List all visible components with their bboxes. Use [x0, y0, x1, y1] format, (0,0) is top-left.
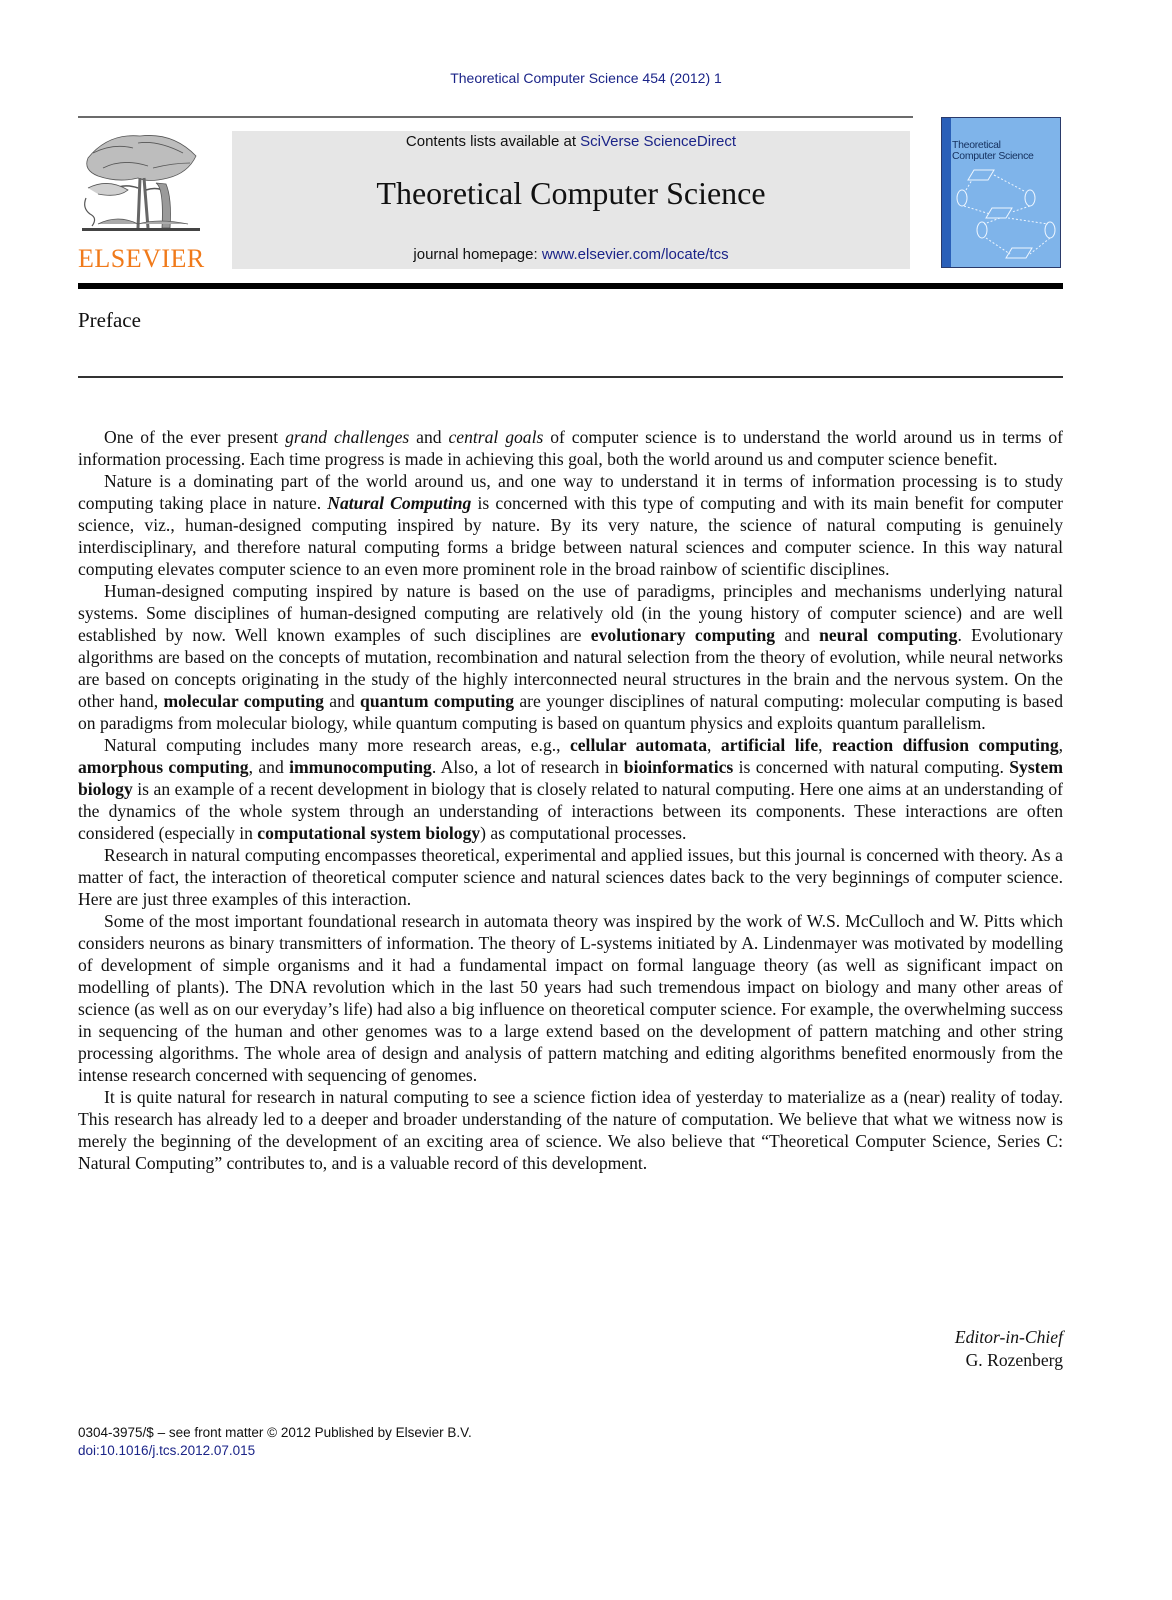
emphasized-term: bioinformatics — [623, 757, 734, 777]
signature-block — [955, 1326, 1063, 1372]
emphasized-term: reaction diffusion computing — [831, 735, 1059, 755]
text-run: and — [323, 691, 361, 711]
signature-role: Editor-in-Chief — [954, 1327, 1063, 1347]
elsevier-wordmark: ELSEVIER — [78, 244, 205, 273]
text-run: , — [818, 735, 832, 755]
journal-homepage-link[interactable]: www.elsevier.com/locate/tcs — [541, 246, 729, 263]
body-paragraph — [78, 844, 1063, 910]
cover-title — [952, 140, 1034, 162]
emphasized-term: Natural Computing — [327, 493, 472, 513]
homepage-prefix: journal homepage: — [413, 246, 542, 263]
homepage-line — [232, 246, 910, 263]
text-run: Natural computing includes many more research areas, e.g., — [104, 735, 570, 755]
text-run: One of the ever present — [104, 427, 286, 447]
body-paragraph — [78, 470, 1063, 580]
text-run: ) as computational processes. — [480, 823, 687, 843]
contents-line — [232, 131, 910, 153]
text-run: and — [775, 625, 820, 645]
text-run: Nature is a dominating part of the world around us, and one way to understand it in terms of information processing is to study computing taking place in nature. — [78, 471, 1063, 513]
text-run: Research in natural computing encompasses theoretical, experimental and applied issues, but this journal is concerned with theory. As a matter of fact, the interaction of theoretical computer science and natural sciences dates back to the very beginnings of computer science. Here are just three examples of this interaction. — [78, 845, 1063, 909]
emphasized-term: System biology — [78, 757, 1063, 799]
journal-cover-thumbnail[interactable] — [941, 117, 1061, 268]
emphasized-term: quantum computing — [360, 691, 514, 711]
text-run: , — [1058, 735, 1064, 755]
contents-prefix: Contents lists available at — [405, 133, 581, 150]
cover-spine — [942, 118, 951, 267]
text-run: . Also, a lot of research in — [431, 757, 624, 777]
sciencedirect-link[interactable]: SciVerse ScienceDirect — [580, 133, 737, 150]
publisher-logo[interactable] — [78, 128, 206, 273]
text-run: Human-designed computing inspired by nature is based on the use of paradigms, principles and mechanisms underlying natural systems. Some disciplines of human-designed computing are relatively old (in the young history of computer science) and are well established by now. Well known examples of such disciplines are — [78, 581, 1063, 645]
emphasized-term: artificial life — [720, 735, 819, 755]
signature-name: G. Rozenberg — [965, 1350, 1063, 1370]
text-run: are younger disciplines of natural computing: molecular computing is based on paradigms from molecular biology, while quantum computing is based on quantum physics and exploits quantum parallelism. — [78, 691, 1063, 733]
emphasized-term: central goals — [448, 427, 544, 447]
text-run: , and — [248, 757, 290, 777]
text-run: Some of the most important foundational research in automata theory was inspired by the work of W.S. McCulloch and W. Pitts which considers neurons as binary transmitters of information. The theory of L-systems initiated by A. Lindenmayer was motivated by modelling of development of simple organisms and it had a fundamental impact on formal language theory (as well as significant impact on modelling of plants). The DNA revolution which in the last 50 years had such tremendous impact on biology and many other areas of science (as well as on our everyday’s life) had also a big influence on theoretical computer science. For example, the overwhelming success in sequencing of the human and other genomes was to a large extend based on the development of pattern matching and other string processing algorithms. The whole area of design and analysis of pattern matching and editing algorithms benefited enormously from the intense research concerned with sequencing of genomes. — [78, 911, 1063, 1085]
article-title: Preface — [78, 308, 141, 332]
emphasized-term: neural computing — [819, 625, 958, 645]
cover-title-line1: Theoretical — [952, 139, 1001, 151]
front-matter-notice: 0304-3975/$ – see front matter © 2012 Published by Elsevier B.V. — [78, 1425, 472, 1440]
emphasized-term: immunocomputing — [289, 757, 432, 777]
text-run: is concerned with this type of computing and with its main benefit for computer science, viz., human-designed computing inspired by nature. By its very nature, the science of natural computing is genuinely interdisciplinary, and therefore natural computing forms a bridge between natural sciences and computer science. In this way natural computing elevates computer science to an even more prominent role in the broad rainbow of scientific disciplines. — [78, 493, 1064, 579]
text-run: It is quite natural for research in natural computing to see a science fiction idea of yesterday to materialize as a (near) reality of today. This research has already led to a deeper and broader understanding of the nature of computation. We believe that what we witness now is merely the beginning of the development of an exciting area of science. We also believe that “Theoretical Computer Science, Series C: Natural Computing” contributes to, and is a valuable record of this development. — [78, 1087, 1063, 1173]
text-run: and — [409, 427, 449, 447]
body-paragraph — [78, 734, 1063, 844]
text-run: . Evolutionary algorithms are based on the concepts of mutation, recombination and natural selection from the theory of evolution, while neural networks are based on concepts originating in the study of the highly interconnected neural structures in the brain and the nervous system. On the other hand, — [78, 625, 1063, 711]
text-run: , — [707, 735, 721, 755]
article-footer — [78, 1424, 472, 1460]
body-paragraph — [78, 580, 1063, 734]
emphasized-term: molecular computing — [163, 691, 324, 711]
body-paragraph — [78, 910, 1063, 1086]
cover-diagram-icon — [952, 168, 1060, 263]
emphasized-term: grand challenges — [285, 427, 410, 447]
text-run: is concerned with natural computing. — [733, 757, 1010, 777]
emphasized-term: amorphous computing — [78, 757, 249, 777]
running-head — [0, 70, 1172, 86]
doi-link[interactable]: doi:10.1016/j.tcs.2012.07.015 — [78, 1443, 256, 1458]
emphasized-term: computational system biology — [257, 823, 481, 843]
journal-masthead — [232, 131, 910, 269]
text-run: is an example of a recent development in biology that is closely related to natural computing. Here one aims at an understanding of the dynamics of the whole system through an understanding of interactions between its components. These interactions are often considered (especially in — [78, 779, 1063, 843]
text-run: of computer science is to understand the world around us in terms of information processing. Each time progress is made in achieving this goal, both the world around us and computer science benefit. — [78, 427, 1064, 469]
title-divider — [78, 376, 1063, 378]
cover-title-line2: Computer Science — [952, 150, 1034, 162]
body-paragraph — [78, 426, 1063, 470]
header-divider — [78, 283, 1063, 289]
top-rule — [78, 116, 913, 118]
emphasized-term: cellular automata — [569, 735, 708, 755]
elsevier-tree-icon — [78, 128, 202, 243]
journal-citation-link[interactable]: Theoretical Computer Science 454 (2012) 1 — [450, 70, 722, 86]
journal-title: Theoretical Computer Science — [376, 175, 766, 211]
body-paragraph — [78, 1086, 1063, 1174]
article-body — [78, 426, 1063, 1174]
emphasized-term: evolutionary computing — [590, 625, 776, 645]
